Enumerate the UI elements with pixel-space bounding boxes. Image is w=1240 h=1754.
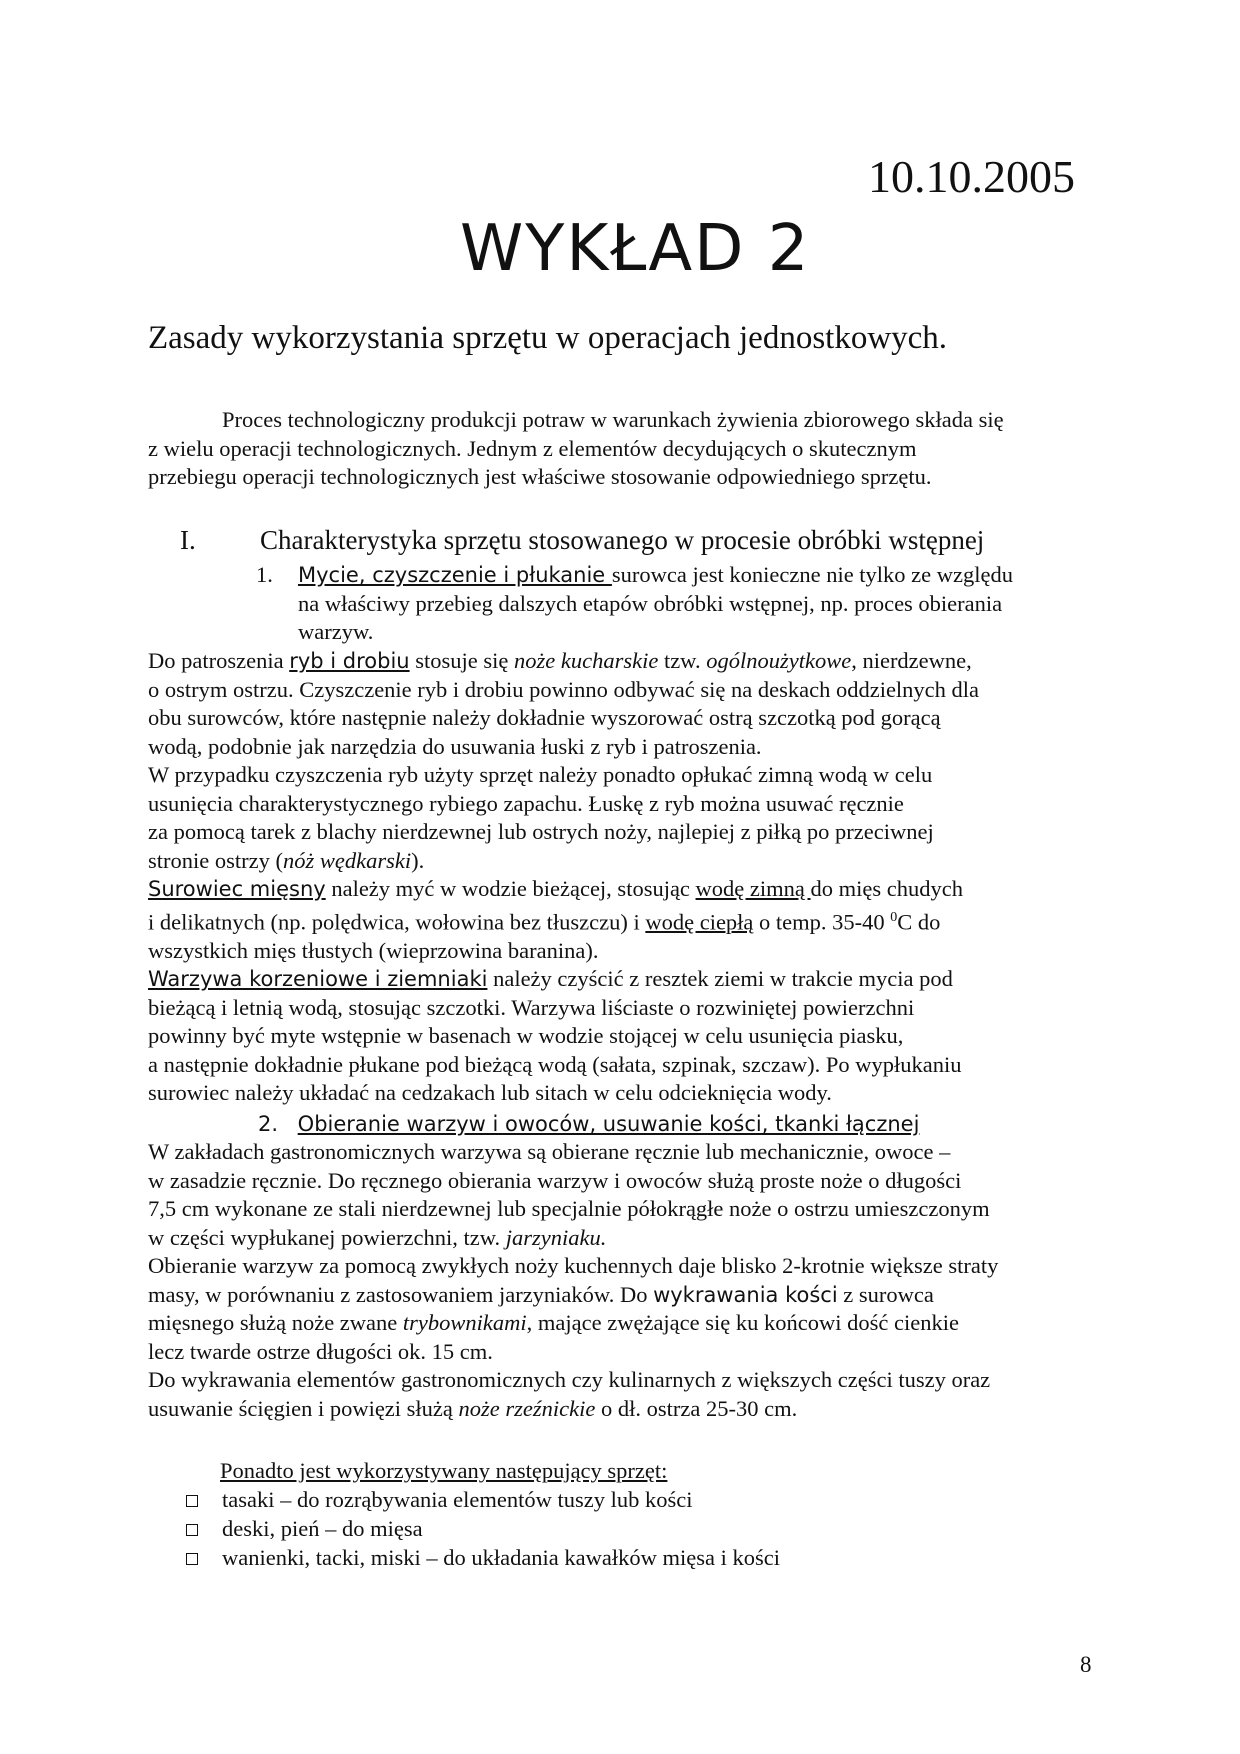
text-line: obu surowców, które następnie należy dokładnie wyszorować ostrą szczotką pod gorącą <box>148 705 941 730</box>
text-line: Warzywa korzeniowe i ziemniaki należy czyścić z resztek ziemi w trakcie mycia pod <box>148 966 953 991</box>
text-line: usunięcia charakterystycznego rybiego zapachu. Łuskę z ryb można usuwać ręcznie <box>148 790 904 816</box>
item-1-line: surowca jest konieczne nie tylko ze względu <box>611 562 1014 587</box>
item-1-line: na właściwy przebieg dalszych etapów obróbki wstępnej, np. proces obierania <box>298 590 1003 616</box>
intro-line: Proces technologiczny produkcji potraw w warunkach żywienia zbiorowego składa się <box>222 407 1004 432</box>
text-line: Surowiec mięsny należy myć w wodzie bieżącej, stosując wodę zimną do mięs chudych <box>148 876 963 901</box>
text-line: Obieranie warzyw za pomocą zwykłych noży kuchennych daje blisko 2-krotnie większe straty <box>148 1253 999 1278</box>
checkbox-bullet-icon <box>186 1495 198 1507</box>
text-line: 7,5 cm wykonane ze stali nierdzewnej lub specjalnie półokrągłe noże o ostrzu umieszczonym <box>148 1196 990 1221</box>
text-line: o ostrym ostrzu. Czyszczenie ryb i drobiu powinno odbywać się na deskach oddzielnych dla <box>148 676 980 702</box>
text-line: Do wykrawania elementów gastronomicznych czy kulinarnych z większych części tuszy oraz <box>148 1367 991 1392</box>
text-line: Do patroszenia ryb i drobiu stosuje się noże kucharskie tzw. ogólnoużytkowe, nierdzewne, <box>148 648 972 673</box>
text-line: a następnie dokładnie płukane pod bieżącą wodą (sałata, szpinak, szczaw). Po wypłukaniu <box>148 1051 962 1077</box>
text-line: surowiec należy układać na cedzakach lub sitach w celu odcieknięcia wody. <box>148 1080 832 1105</box>
section-number: I. <box>180 525 196 555</box>
item-1-line: warzyw. <box>298 619 374 644</box>
item-2-number: 2. <box>258 1112 279 1136</box>
item-2 <box>258 1110 919 1139</box>
page-number: 8 <box>1080 1652 1092 1677</box>
text-line: masy, w porównaniu z zastosowaniem jarzyniaków. Do wykrawania kości z surowca <box>148 1281 934 1307</box>
peeling-paragraph <box>148 1138 1094 1423</box>
text-line: W zakładach gastronomicznych warzywa są obierane ręcznie lub mechanicznie, owoce – <box>148 1139 951 1164</box>
list-item-text: tasaki – do rozrąbywania elementów tuszy lub kości <box>222 1487 693 1512</box>
item-2-heading: Obieranie warzyw i owoców, usuwanie kości, tkanki łącznej <box>297 1112 920 1136</box>
text-line: usuwanie ścięgien i powięzi służą noże rzeźnickie o dł. ostrza 25-30 cm. <box>148 1395 798 1421</box>
text-line: W przypadku czyszczenia ryb użyty sprzęt należy ponadto opłukać zimną wodą w celu <box>148 762 933 787</box>
text-line: w zasadzie ręcznie. Do ręcznego obierania warzyw i owoców służą proste noże o długości <box>148 1167 962 1193</box>
text-line: za pomocą tarek z blachy nierdzewnej lub ostrych noży, najlepiej z piłką po przeciwnej <box>148 819 934 844</box>
text-line: w części wypłukanej powierzchni, tzw. jarzyniaku. <box>148 1224 607 1250</box>
item-1-heading: Mycie, czyszczenie i płukanie <box>298 563 612 587</box>
equipment-list-heading: Ponadto jest wykorzystywany następujący sprzęt: <box>220 1458 668 1483</box>
list-item-text: wanienki, tacki, miski – do układania kawałków mięsa i kości <box>222 1545 780 1570</box>
checkbox-bullet-icon <box>186 1553 198 1565</box>
text-line: bieżącą i letnią wodą, stosując szczotki. Warzywa liściaste o rozwiniętej powierzchni <box>148 994 915 1020</box>
text-line: stronie ostrzy (nóż wędkarski). <box>148 847 425 873</box>
lecture-title: WYKŁAD 2 <box>460 212 811 286</box>
text-line: powinny być myte wstępnie w basenach w wodzie stojącej w celu usunięcia piasku, <box>148 1023 904 1048</box>
text-line: lecz twarde ostrze długości ok. 15 cm. <box>148 1338 493 1364</box>
text-line: wodą, podobnie jak narzędzia do usuwania łuski z ryb i patroszenia. <box>148 733 762 759</box>
lecture-subtitle: Zasady wykorzystania sprzętu w operacjach jednostkowych. <box>148 320 948 356</box>
item-1-text <box>298 561 1013 647</box>
text-line: i delikatnych (np. polędwica, wołowina bez tłuszczu) i wodę ciepłą o temp. 35-40 $^0$C do <box>148 909 941 934</box>
intro-line: przebiegu operacji technologicznych jest właściwe stosowanie odpowiedniego sprzętu. <box>148 464 932 489</box>
list-item-text: deski, pień – do mięsa <box>222 1516 423 1541</box>
intro-paragraph <box>148 406 1094 492</box>
lecture-date: 10.10.2005 <box>868 151 1075 202</box>
text-line: wszystkich mięs tłustych (wieprzowina baranina). <box>148 937 599 963</box>
item-1-number: 1. <box>256 562 273 587</box>
section-title: Charakterystyka sprzętu stosowanego w procesie obróbki wstępnej <box>260 525 985 555</box>
checkbox-bullet-icon <box>186 1524 198 1536</box>
text-line: mięsnego służą noże zwane trybownikami, mające zwężające się ku końcowi dość cienkie <box>148 1310 959 1335</box>
cleaning-paragraph <box>148 647 1094 1108</box>
intro-line: z wielu operacji technologicznych. Jednym z elementów decydujących o skutecznym <box>148 435 917 461</box>
